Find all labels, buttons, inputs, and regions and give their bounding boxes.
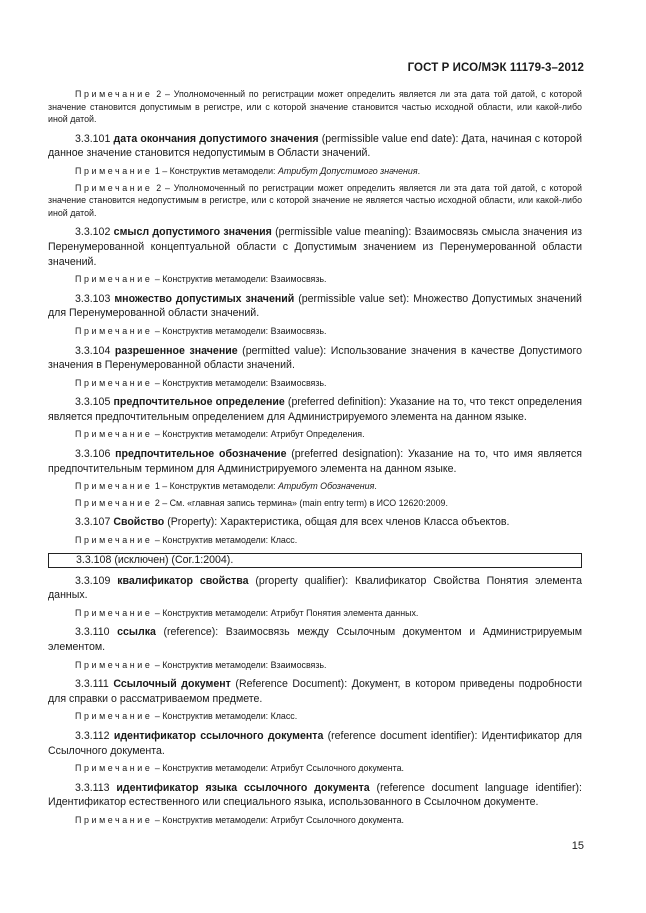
term-entries (48, 132, 582, 827)
note (48, 607, 582, 620)
note-label: Примечание (75, 377, 153, 388)
term-name: предпочтительное обозначение (115, 448, 287, 461)
term-name: дата окончания допустимого значения (113, 132, 319, 145)
term-name: разрешенное значение (114, 344, 238, 357)
term-number: 3.3.107 (75, 516, 111, 529)
term-text: (preferred designation): Указание на то, что имя является предпочтительным термином для Администрируемого элемента на данном языке. (48, 448, 583, 475)
note-label: Примечание (75, 607, 153, 618)
note-label: Примечание (75, 89, 153, 99)
note (48, 710, 582, 723)
term-name: Ссылочный документ (113, 678, 231, 691)
intro-note (48, 88, 582, 126)
term-text: (permitted value): Использование значения в качестве Допустимого значения в Перенумерованной области значений. (48, 344, 582, 372)
term-number: 3.3.113 (75, 781, 110, 794)
term-entry (48, 574, 582, 620)
page-number: 15 (571, 840, 584, 852)
term-definition (48, 344, 582, 373)
note (48, 325, 582, 338)
term-text: (исключен) (Cor.1:2004). (114, 553, 234, 566)
term-entry (48, 447, 582, 509)
note-number: 2 (156, 89, 162, 99)
term-number: 3.3.102 (75, 226, 111, 239)
term-entry (48, 729, 582, 775)
note-text: – Конструктив метамодели: Атрибут Ссылочного документа. (152, 814, 405, 825)
note-number: 1 (154, 481, 160, 492)
note (48, 497, 582, 510)
note-text: – Конструктив метамодели: Атрибут Понятия элемента данных. (152, 607, 419, 618)
note (48, 377, 582, 390)
note-text: – Уполномоченный по регистрации может определить является ли эта дата той датой, с которой значение становится допустимым в регистре, или с которой значение становится частью исходной области, или какой-либо иной датой. (48, 89, 583, 125)
note (48, 273, 582, 286)
term-name: множество допустимых значений (114, 292, 295, 305)
term-text: (permissible value meaning): Взаимосвязь смысла значения из Перенумерованной концептуальной области с Допустимым значением из Перенумерованной области значений. (48, 226, 582, 268)
note-text: – См. «главная запись термина» (main entry term) в ИСО 12620:2009. (159, 497, 448, 508)
term-name: идентификатор языка ссылочного документа (116, 781, 370, 794)
term-definition (48, 225, 582, 269)
note (48, 182, 582, 220)
term-entry (48, 344, 582, 390)
term-text: (Reference Document): Документ, в котором приведены подробности для справки о рассматриваемом предмете. (48, 678, 582, 705)
note-italic-text: Атрибут Допустимого значения (278, 165, 418, 176)
note-label: Примечание (75, 659, 153, 670)
note-text-end: . (417, 165, 421, 176)
term-definition (48, 729, 582, 758)
term-name: идентификатор ссылочного документа (113, 729, 324, 742)
term-definition (48, 515, 582, 530)
term-number: 3.3.105 (75, 396, 111, 409)
note-text-end: . (374, 481, 377, 492)
note (48, 814, 582, 827)
term-definition (48, 292, 582, 321)
note-text: – Конструктив метамодели: Класс. (152, 711, 298, 722)
note-number: 1 (154, 165, 160, 176)
term-text: (permissible value end date): Дата, начиная с которой данное значение становится недопустимым в Области значений. (48, 132, 582, 160)
note-label: Примечание (75, 814, 153, 825)
term-name: смысл допустимого значения (113, 226, 272, 239)
term-entry (48, 395, 582, 441)
note-text: – Конструктив метамодели: Взаимосвязь. (152, 659, 327, 670)
term-name: Свойство (113, 516, 165, 529)
note-text: – Конструктив метамодели: Атрибут Определения. (152, 429, 365, 440)
term-definition (48, 132, 582, 161)
term-entry (48, 132, 582, 220)
note (48, 480, 582, 493)
term-entry (48, 553, 582, 568)
term-name: квалификатор свойства (117, 574, 249, 587)
term-definition (49, 554, 581, 567)
term-entry (48, 225, 582, 285)
term-number: 3.3.110 (75, 626, 110, 639)
note-text: – Конструктив метамодели: Взаимосвязь. (152, 377, 327, 388)
term-number: 3.3.111 (75, 678, 109, 691)
note-label: Примечание (75, 325, 153, 336)
note-text: – Конструктив метамодели: (159, 165, 278, 176)
note-label: Примечание (75, 429, 153, 440)
term-entry (48, 781, 582, 827)
term-entry (48, 292, 582, 338)
term-number: 3.3.104 (75, 344, 111, 357)
note-label: Примечание (75, 182, 153, 193)
note (48, 428, 582, 441)
note-label: Примечание (75, 763, 153, 774)
note (48, 165, 582, 178)
term-text: (reference document language identifier): Идентификатор естественного или специального языка, использованного в Ссылочном документе. (48, 781, 583, 809)
note-label: Примечание (75, 535, 153, 546)
term-text: (permissible value set): Множество Допустимых значений для Перенумерованной области значений. (48, 292, 582, 320)
note-number: 2 (156, 182, 162, 193)
term-entry (48, 677, 582, 723)
term-text: (Property): Характеристика, общая для всех членов Класса объектов. (164, 516, 510, 529)
note-text: – Конструктив метамодели: Взаимосвязь. (152, 325, 327, 336)
note-italic-text: Атрибут Обозначения (278, 481, 375, 492)
term-number: 3.3.108 (76, 553, 112, 566)
note-text: – Уполномоченный по регистрации может определить является ли эта дата той датой, с которой значение становится недопустимым в регистре, или с которой значение не является частью исходной области, или какой-либо иной датой. (48, 182, 583, 218)
term-text: (property qualifier): Квалификатор Свойства Понятия элемента данных. (48, 574, 583, 602)
note-label: Примечание (75, 711, 153, 722)
note-text: – Конструктив метамодели: Класс. (152, 535, 298, 546)
note (48, 659, 582, 672)
note (48, 762, 582, 775)
note-label: Примечание (75, 274, 153, 285)
term-definition (48, 395, 582, 424)
term-definition (48, 677, 582, 706)
term-definition (48, 781, 582, 810)
term-definition (48, 447, 582, 476)
term-name: предпочтительное определение (113, 396, 285, 409)
term-definition (48, 625, 582, 654)
note-number: 2 (154, 497, 160, 508)
note-label: Примечание (75, 481, 153, 492)
note-label: Примечание (75, 165, 153, 176)
note-text: – Конструктив метамодели: (159, 481, 278, 492)
document-body (48, 88, 582, 827)
note-label: Примечание (75, 497, 153, 508)
note (48, 534, 582, 547)
standard-header: ГОСТ Р ИСО/МЭК 11179-3–2012 (407, 62, 584, 74)
term-text: (reference): Взаимосвязь между Ссылочным документом и Администрируемым элементом. (48, 626, 582, 653)
term-name: ссылка (117, 626, 156, 639)
term-text: (preferred definition): Указание на то, что текст определения является предпочтительным определением для Администрируемого элемента на данном языке. (48, 396, 582, 423)
term-number: 3.3.106 (75, 448, 111, 461)
term-number: 3.3.101 (75, 132, 111, 145)
term-number: 3.3.112 (75, 729, 110, 742)
note-text: – Конструктив метамодели: Взаимосвязь. (152, 274, 327, 285)
term-entry (48, 515, 582, 546)
term-number: 3.3.109 (75, 574, 111, 587)
term-number: 3.3.103 (75, 292, 111, 305)
note-text: – Конструктив метамодели: Атрибут Ссылочного документа. (152, 763, 405, 774)
term-definition (48, 574, 582, 603)
term-entry (48, 625, 582, 671)
term-text: (reference document identifier): Идентификатор для Ссылочного документа. (48, 729, 582, 757)
